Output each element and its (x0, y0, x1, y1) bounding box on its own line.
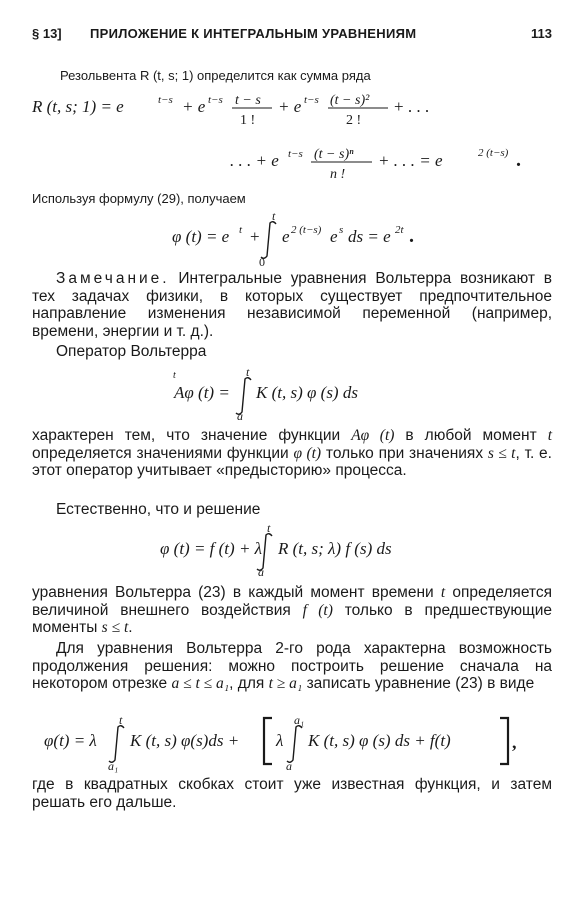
math-run: s ≤ t (487, 444, 516, 462)
integral-sign (287, 726, 302, 763)
series-frac1-num: t − s (235, 93, 261, 108)
split-lower2: a (286, 759, 292, 773)
text-run: определяется значениями функции (32, 444, 294, 462)
page-number: 113 (531, 26, 552, 41)
operator-intro: Оператор Вольтерра (56, 343, 207, 360)
phi-upper: t (272, 209, 276, 223)
naturally-paragraph: Естественно, что и решение (56, 501, 261, 518)
integral-sign (109, 726, 124, 763)
series2-exp1: t−s (288, 148, 303, 160)
phi-plus: + (250, 227, 260, 246)
text-run: только при значениях (321, 444, 488, 462)
operator-body: K (t, s) φ (s) ds (256, 383, 358, 402)
text-run: Для уравнения Вольтерра 2-го рода характерна возможность продолжения решения: можно построить решение сначала на некотором отрезке (32, 640, 552, 692)
section-number: § 13] (32, 26, 62, 41)
operator-formula (32, 365, 552, 423)
math-run: t ≥ a₁ (268, 675, 303, 692)
series2-exp2: 2 (t−s) (478, 147, 509, 159)
series-frac2-num: (t − s)² (330, 93, 370, 108)
math-run: t (547, 427, 552, 444)
second-kind-paragraph (32, 640, 552, 693)
operator-lower: a (237, 409, 243, 423)
split-body1: K (t, s) φ(s)ds + (130, 731, 240, 750)
resolvent-intro: Резольвента R (t, s; 1) определится как сумма ряда (60, 68, 371, 83)
characteristic-paragraph (32, 427, 552, 480)
phi-exp2: 2 (t−s) (291, 224, 322, 236)
math-run: φ (t) (293, 444, 322, 462)
text-run: в любой момент (394, 427, 548, 444)
math-run: a ≤ t ≤ a₁ (171, 675, 230, 692)
split-lhs: φ(t) = λ (44, 731, 97, 750)
solution-lhs: φ (t) = f (t) + λ (160, 539, 263, 558)
solution-body: R (t, s; λ) f (s) ds (278, 539, 392, 558)
text-run: только в предшествующие моменты (32, 601, 552, 636)
text-run: уравнения Вольтерра (23) в каждый момент времени (32, 584, 441, 601)
split-formula (32, 712, 552, 772)
text-run: записать уравнение (23) в виде (302, 675, 535, 692)
operator-upper: t (246, 365, 250, 379)
series-exp2: t−s (208, 94, 223, 106)
text-run: . (128, 619, 133, 636)
split-body2: K (t, s) φ (s) ds + f(t) (308, 731, 451, 750)
closing-paragraph: где в квадратных скобках стоит уже известная функция, и затем решать его дальше. (32, 776, 552, 811)
series-plus2: + e (278, 97, 302, 116)
phi-mid: e (330, 227, 338, 246)
math-run: Aφ (t) (351, 427, 395, 444)
text-run: , т. е. этот оператор учитывает «предысторию» процесса. (32, 444, 552, 479)
math-run: f (t) (302, 601, 333, 619)
math-run: s ≤ t (101, 619, 129, 636)
phi-lower: 0 (259, 255, 265, 269)
text-run: определяется величиной внешнего воздействия (32, 584, 552, 619)
phi-lhs: φ (t) = e (172, 227, 230, 246)
chapter-title: ПРИЛОЖЕНИЕ К ИНТЕГРАЛЬНЫМ УРАВНЕНИЯМ (90, 26, 417, 41)
series-formula-line1 (32, 86, 552, 132)
operator-mark: t (173, 370, 176, 381)
split-lower1: a₁ (108, 759, 119, 773)
series-tail: + . . . (394, 97, 430, 116)
split-end: , (512, 732, 517, 752)
series-formula-line2 (32, 138, 552, 186)
remark-title: Замечание. (56, 270, 170, 287)
text-run: , для (229, 675, 269, 692)
solution-lower: a (258, 565, 264, 579)
split-upper2: a₁ (294, 713, 305, 727)
phi-end: . (409, 225, 414, 247)
series2-frac-num: (t − s)ⁿ (314, 147, 354, 162)
series-exp1: t−s (158, 94, 173, 106)
series-plus1: + e (182, 97, 206, 116)
series-frac1-den: 1 ! (240, 113, 256, 128)
phi-exp3: s (339, 224, 344, 236)
using-formula-text: Используя формулу (29), получаем (32, 191, 246, 206)
solution-formula (32, 521, 552, 579)
phi-integrand: e (282, 227, 290, 246)
series2-sum: + . . . = e (378, 151, 443, 170)
series2-end: . (516, 149, 521, 171)
phi-ds: ds = e (348, 227, 391, 246)
remark-text: Интегральные уравнения Вольтерра возникают в тех задачах физики, в которых существует предпочтительное направление изменения независимой переменной (например, времени, энергии и т. д.). (32, 270, 552, 340)
phi-exp4: 2t (395, 224, 404, 236)
split-upper1: t (119, 713, 123, 727)
left-bracket (264, 718, 272, 764)
series-exp3: t−s (304, 94, 319, 106)
phi-exp1: t (239, 224, 243, 236)
solution-upper: t (267, 521, 271, 535)
volterra-paragraph (32, 584, 552, 637)
math-run: t (440, 584, 446, 601)
series-frac2-den: 2 ! (346, 113, 362, 128)
split-lambda: λ (276, 731, 284, 750)
operator-lhs: Aφ (t) = (174, 383, 230, 402)
phi-formula (32, 209, 552, 269)
series2-lead: . . . + e (230, 151, 279, 170)
running-header (32, 26, 552, 46)
integral-sign (261, 222, 276, 259)
text-run: характерен тем, что значение функции (32, 427, 352, 444)
right-bracket (500, 718, 508, 764)
series-lhs: R (t, s; 1) = e (32, 97, 124, 116)
remark-paragraph (32, 270, 552, 340)
series2-frac-den: n ! (330, 167, 346, 182)
